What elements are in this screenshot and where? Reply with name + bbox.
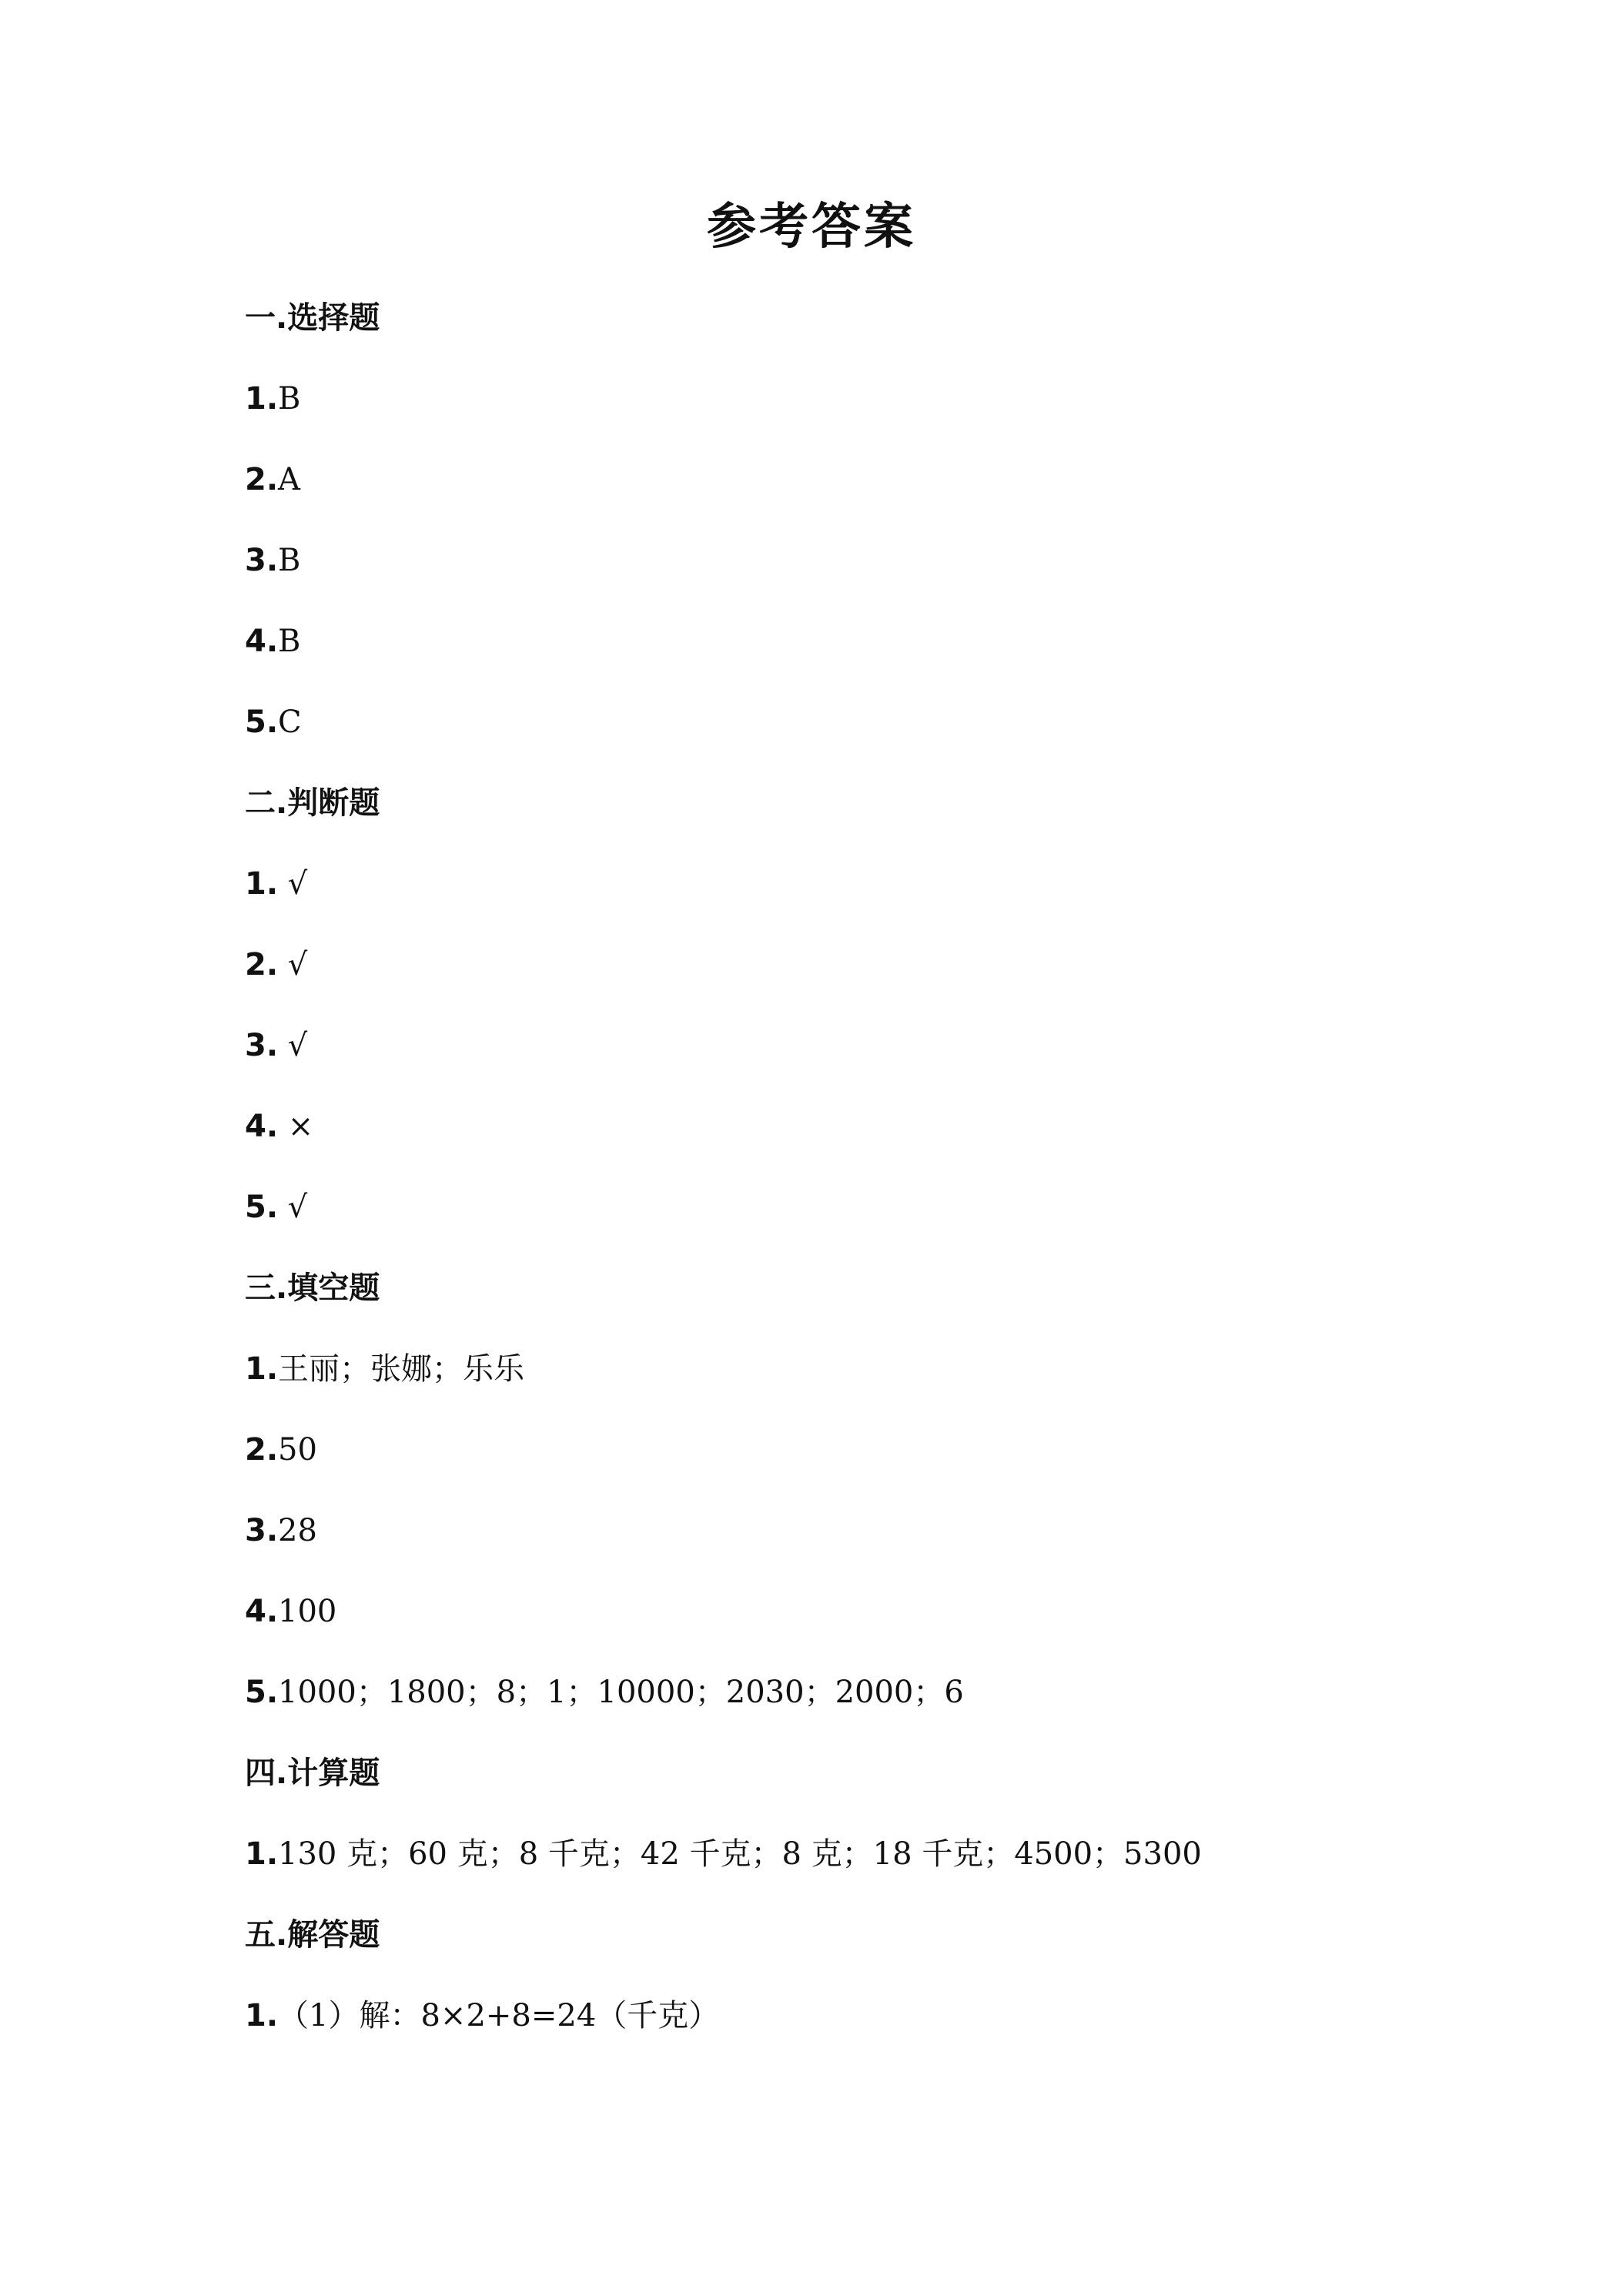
item-answer: 50 [278,1432,317,1468]
answer-content [245,293,1477,2071]
item-answer: √ [278,947,308,982]
item-answer: C [278,705,302,740]
section-heading: 三.填空题 [245,1270,380,1306]
item-answer: 28 [278,1513,317,1548]
answer-item [245,697,1477,778]
item-number: 1. [245,1998,279,2033]
answer-item [245,1182,1477,1263]
item-answer: A [278,462,300,497]
item-number: 4. [245,1594,279,1629]
answer-item [245,1424,1477,1505]
item-number: 1. [245,1351,279,1387]
item-answer: （1）解：8×2+8=24（千克） [278,1998,720,2033]
item-answer: B [278,624,301,659]
item-answer: B [278,381,301,417]
answer-item [245,1505,1477,1586]
item-number: 3. [245,1028,279,1063]
answer-item [245,939,1477,1020]
item-number: 2. [245,1432,279,1468]
answer-item [245,535,1477,616]
page-title: 参考答案 [707,198,916,256]
item-number: 5. [245,1675,279,1710]
item-answer: √ [278,1028,308,1063]
item-answer: 100 [278,1594,337,1629]
answer-item [245,1990,1477,2071]
answer-item [245,1586,1477,1667]
section-heading: 四.计算题 [245,1755,380,1791]
section-heading: 二.判断题 [245,785,380,821]
answer-item [245,1829,1477,1909]
answer-item [245,454,1477,535]
item-number: 3. [245,1513,279,1548]
item-answer: 130 克；60 克；8 千克；42 千克；8 克；18 千克；4500；5300 [278,1836,1202,1872]
answer-item [245,1101,1477,1182]
item-number: 1. [245,1836,279,1872]
item-answer: B [278,543,301,578]
item-number: 4. [245,624,279,659]
item-number: 1. [245,866,279,902]
answer-item [245,616,1477,697]
answer-item [245,1667,1477,1748]
item-number: 1. [245,381,279,417]
answer-item [245,1344,1477,1424]
item-number: 5. [245,1190,279,1225]
item-number: 4. [245,1109,279,1144]
item-answer: × [278,1109,314,1144]
item-number: 3. [245,543,279,578]
item-answer: 王丽；张娜；乐乐 [278,1351,525,1387]
answer-item [245,373,1477,454]
item-answer: √ [278,866,308,902]
section-heading: 一.选择题 [245,300,380,336]
item-number: 5. [245,705,279,740]
item-answer: 1000；1800；8；1；10000；2030；2000；6 [278,1675,964,1710]
answer-item [245,858,1477,939]
item-number: 2. [245,462,279,497]
item-number: 2. [245,947,279,982]
section-heading: 五.解答题 [245,1917,380,1953]
answer-item [245,1020,1477,1101]
item-answer: √ [278,1190,308,1225]
